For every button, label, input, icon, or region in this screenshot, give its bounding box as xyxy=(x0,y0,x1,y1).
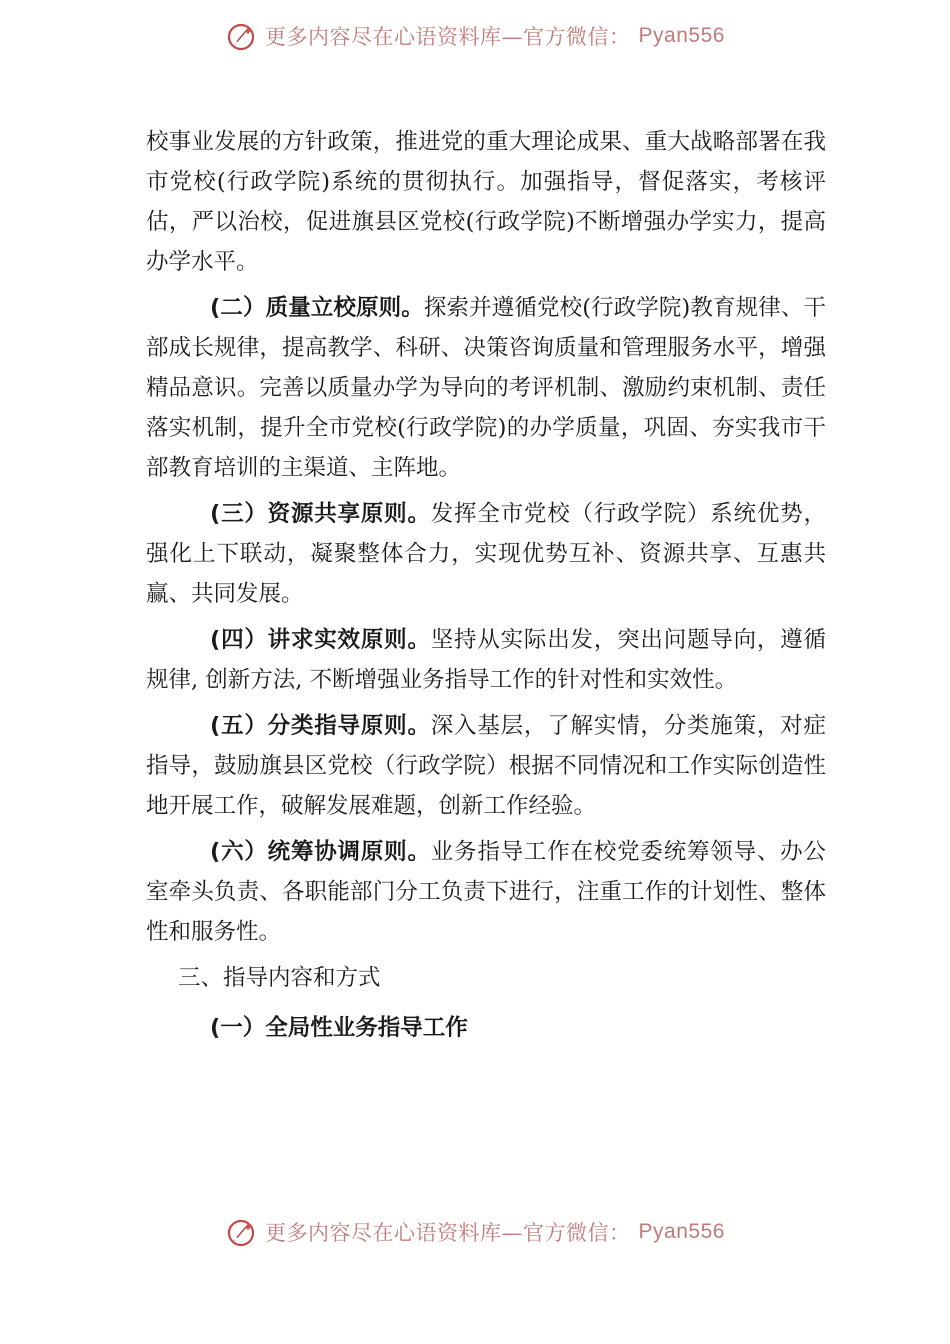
paragraph-quality xyxy=(146,288,826,488)
paragraph-effectiveness xyxy=(146,620,826,700)
paragraph-resource-sharing xyxy=(146,494,826,614)
text-resource-sharing: 发挥全市党校（行政学院）系统优势，强化上下联动，凝聚整体合力，实现优势互补、资源共享、互惠共赢、共同发展。 xyxy=(146,501,826,607)
paragraph-intro: 校事业发展的方针政策，推进党的重大理论成果、重大战略部署在我市党校(行政学院)系统的贯彻执行。加强指导，督促落实，考核评估，严以治校，促进旗县区党校(行政学院)不断增强办学实力，提高办学水平。 xyxy=(146,129,826,275)
watermark-wechat-id: Pyan556 xyxy=(638,1220,725,1243)
watermark-footer xyxy=(0,1212,950,1252)
paragraph-classified-guidance xyxy=(146,706,826,826)
heading-resource-sharing: (三）资源共享原则。 xyxy=(210,501,431,527)
document-body xyxy=(146,122,826,1048)
pen-nib-logo-icon xyxy=(225,1216,257,1248)
heading-coordination: (六）统筹协调原则。 xyxy=(210,839,431,865)
watermark-text: 更多内容尽在心语资料库—官方微信： xyxy=(265,25,631,49)
heading-effectiveness: (四）讲求实效原则。 xyxy=(210,627,431,653)
text-effectiveness: 坚持从实际出发，突出问题导向，遵循规律, 创新方法, 不断增强业务指导工作的针对性和实效性。 xyxy=(146,627,826,693)
watermark-wechat-id: Pyan556 xyxy=(638,24,725,47)
watermark-text: 更多内容尽在心语资料库—官方微信： xyxy=(265,1221,631,1245)
watermark-header xyxy=(0,16,950,56)
heading-quality: (二）质量立校原则。 xyxy=(210,295,424,321)
text-quality: 探索并遵循党校(行政学院)教育规律、干部成长规律，提高教学、科研、决策咨询质量和管理服务水平，增强精品意识。完善以质量办学为导向的考评机制、激励约束机制、责任落实机制，提升全市党校(行政学院)的办学质量，巩固、夯实我市干部教育培训的主渠道、主阵地。 xyxy=(146,295,826,481)
pen-nib-logo-icon xyxy=(225,20,257,52)
text-coordination: 业务指导工作在校党委统筹领导、办公室牵头负责、各职能部门分工负责下进行，注重工作的计划性、整体性和服务性。 xyxy=(146,839,826,945)
subsection-heading-1: (一）全局性业务指导工作 xyxy=(210,1015,468,1041)
heading-classified-guidance: (五）分类指导原则。 xyxy=(210,713,431,739)
paragraph-coordination xyxy=(146,832,826,952)
section-heading-3: 三、指导内容和方式 xyxy=(178,965,381,991)
text-classified-guidance: 深入基层，了解实情，分类施策，对症指导，鼓励旗县区党校（行政学院）根据不同情况和工作实际创造性地开展工作，破解发展难题，创新工作经验。 xyxy=(146,713,826,819)
